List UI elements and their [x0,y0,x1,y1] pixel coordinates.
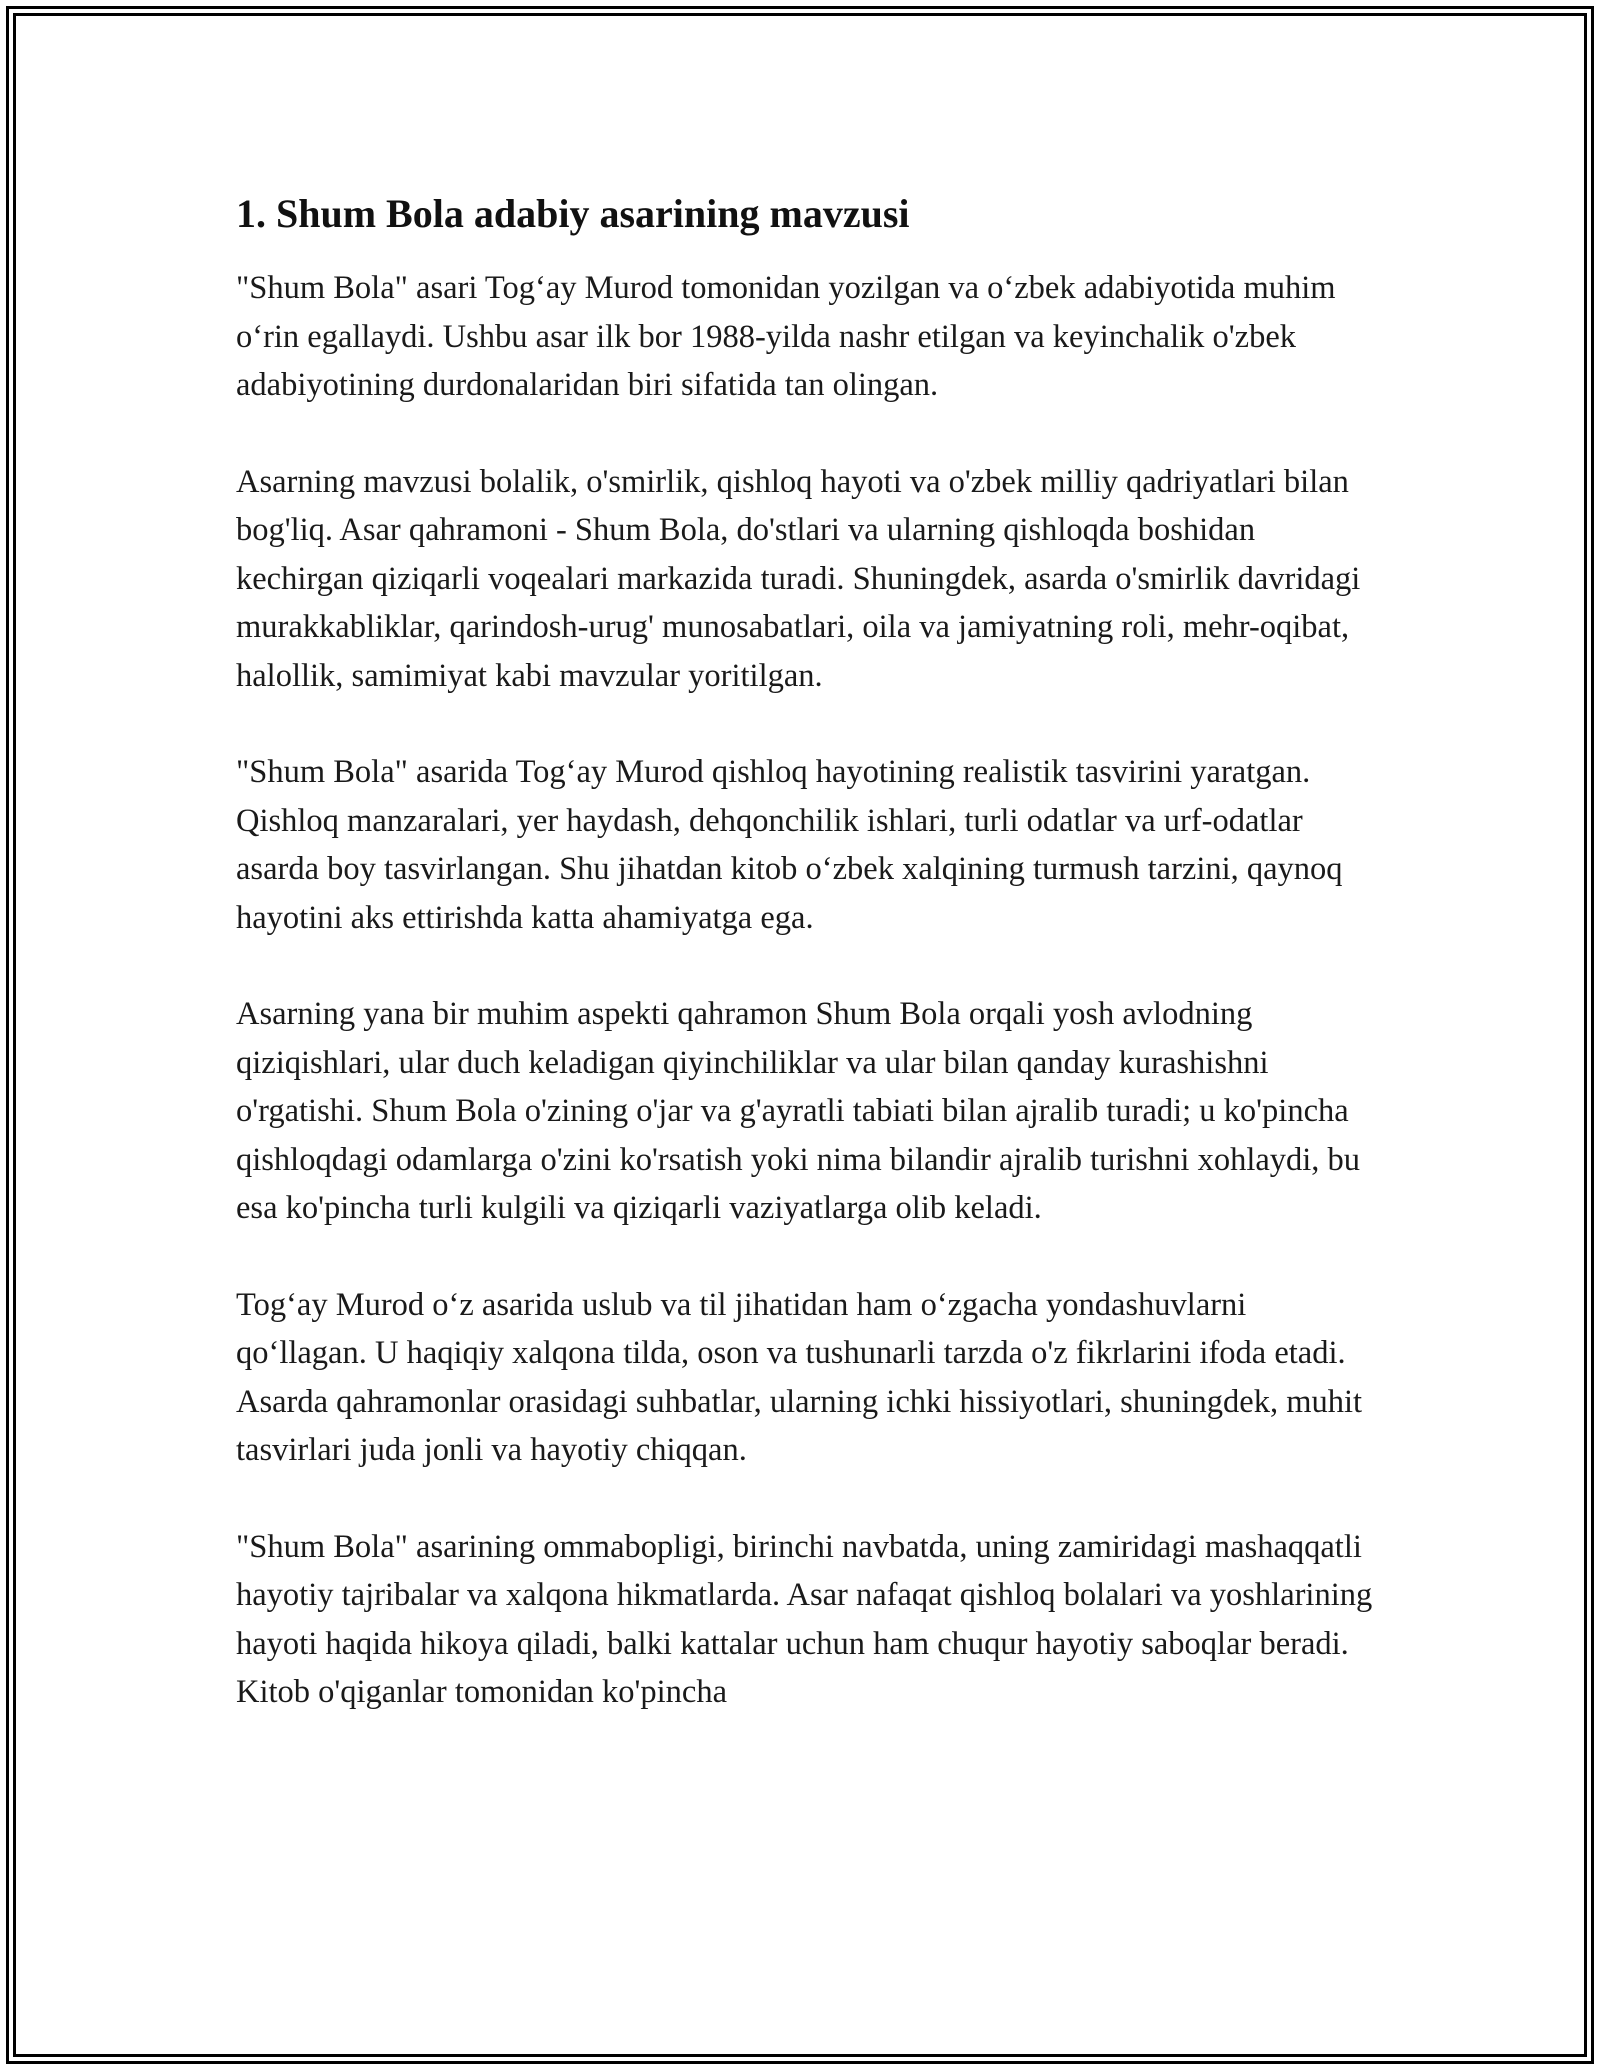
paragraph-style: Tog‘ay Murod o‘z asarida uslub va til jihatidan ham o‘zgacha yondashuvlarni qo‘llagan. U haqiqiy xalqona tilda, oson va tushunarli tarzda o'z fikrlarini ifoda etadi. Asarda qahramonlar orasidagi suhbatlar, ularning ichki hissiyotlari, shuningdek, muhit tasvirlari juda jonli va hayotiy chiqqan. [236,1286,1363,1468]
section-heading: 1. Shum Bola adabiy asarining mavzusi [236,191,910,236]
paragraph-youth: Asarning yana bir muhim aspekti qahramon Shum Bola orqali yosh avlodning qiziqishlari, ular duch keladigan qiyinchiliklar va ular bilan qanday kurashishni o'rgatishi. Shum Bola o'zining o'jar va g'ayratli tabiati bilan ajralib turadi; u ko'pincha qishloqdagi odamlarga o'zini ko'rsatish yoki nima bilandir ajralib turishni xohlaydi, bu esa ko'pincha turli kulgili va qiziqarli vaziyatlarga olib keladi. [236,996,1361,1226]
paragraph-intro: "Shum Bola" asari Tog‘ay Murod tomonidan yozilgan va o‘zbek adabiyotida muhim o‘rin egallaydi. Ushbu asar ilk bor 1988-yilda nashr etilgan va keyinchalik o'zbek adabiyotining durdonalaridan biri sifatida tan olingan. [236,270,1336,403]
document-body [236,186,1384,1765]
paragraph-popularity: "Shum Bola" asarining ommabopligi, birinchi navbatda, uning zamiridagi mashaqqatli hayotiy tajribalar va xalqona hikmatlarda. Asar nafaqat qishloq bolalari va yoshlarining hayoti haqida hikoya qiladi, balki kattalar uchun ham chuqur hayotiy saboqlar beradi. Kitob o'qiganlar tomonidan ko'pincha [236,1528,1373,1710]
paragraph-village-life: "Shum Bola" asarida Tog‘ay Murod qishloq hayotining realistik tasvirini yaratgan. Qishloq manzaralari, yer haydash, dehqonchilik ishlari, turli odatlar va urf-odatlar asarda boy tasvirlangan. Shu jihatdan kitob o‘zbek xalqining turmush tarzini, qaynoq hayotini aks ettirishda katta ahamiyatga ega. [236,754,1343,936]
paragraph-theme: Asarning mavzusi bolalik, o'smirlik, qishloq hayoti va o'zbek milliy qadriyatlari bilan bog'liq. Asar qahramoni - Shum Bola, do'stlari va ularning qishloqda boshidan kechirgan qiziqarli voqealari markazida turadi. Shuningdek, asarda o'smirlik davridagi murakkabliklar, qarindosh-urug' munosabatlari, oila va jamiyatning roli, mehr-oqibat, halollik, samimiyat kabi mavzular yoritilgan. [236,463,1361,694]
